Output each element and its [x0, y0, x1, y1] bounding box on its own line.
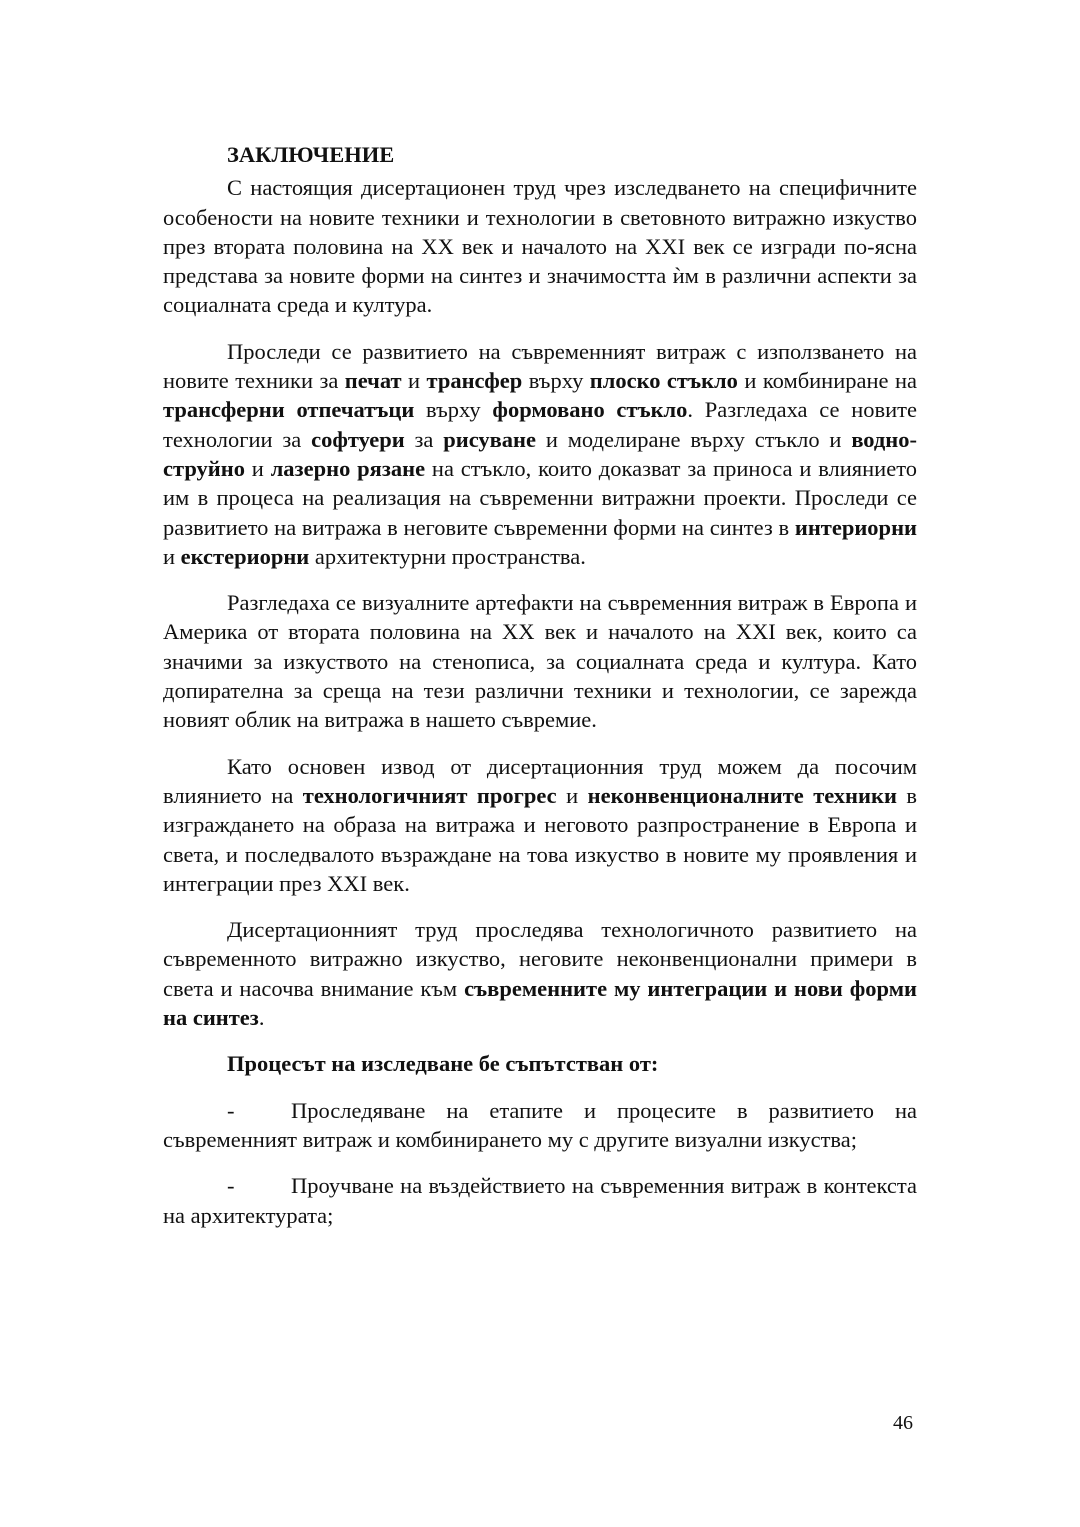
text-run: в изграждането на образа на витража и неговото разпространение в Европа и света, и последвалото възраждане на това изкуство в новите му проявления и интеграции през ХХІ век. [163, 782, 918, 896]
dash-marker: - [227, 1173, 235, 1199]
bold-term-print: печат [344, 368, 402, 394]
text-run: и [401, 368, 427, 394]
bold-term-waterjet: водно-струйно [163, 426, 917, 481]
bold-term-integrations: съвременните му интеграции и нови форми на синтез [163, 975, 917, 1031]
bold-term-flat-glass: плоско стъкло [589, 368, 738, 394]
page-number: 46 [893, 1412, 913, 1434]
text-run: и [244, 455, 271, 481]
text-run: за [404, 426, 444, 452]
bold-term-transfer: трансфер [426, 368, 523, 394]
list-item-text: Проследяване на етапите и процесите в развитието на съвременният витраж и комбинирането му с другите визуални изкуства; [163, 1097, 917, 1152]
text-run: Дисертационният труд проследява технологичното развитието на съвременното витражно изкуство, неговите неконвенционални примери в света и насочва внимание към [163, 917, 917, 1001]
bold-term-transfer-prints: трансферни отпечатъци [163, 397, 415, 423]
list-item [163, 1171, 917, 1230]
text-run: и моделиране върху стъкло и [536, 426, 852, 452]
paragraph-artifacts: Разгледаха се визуалните артефакти на съвременния витраж в Европа и Америка от втората половина на ХХ век и началото на ХХІ век, които са значими за изкуството на стенописа, за социалната среда и култура. Като допирателна за среща на тези различни техники и технологии, се зарежда новият облик на витража в нашето съвремие. [163, 590, 917, 733]
text-run: Проследи се развитието на съвременният витраж с използването на новите техники за [163, 338, 917, 394]
bold-term-exterior: екстериорни [180, 543, 310, 569]
bold-term-unconventional: неконвенционалните техники [587, 782, 897, 808]
paragraph-summary [163, 915, 917, 1032]
bold-term-laser-cutting: лазерно рязане [270, 455, 426, 481]
text-run: и [163, 543, 181, 569]
text-run: Като основен извод от дисертационния труд можем да посочим влиянието на [163, 753, 917, 808]
paragraph-techniques [163, 337, 917, 571]
bold-term-progress: технологичният прогрес [302, 782, 557, 808]
text-run: на стъкло, които доказват за приноса и влиянието им в процеса на реализация на съвременни витражни проекти. Проследи се развитието на витража в неговите съвременни форми на синтез в [163, 455, 917, 540]
dash-marker: - [227, 1097, 235, 1123]
text-column [163, 140, 917, 1247]
text-run: върху [522, 368, 590, 394]
text-run: . Разгледаха се новите технологии за [163, 397, 918, 452]
research-process-subheading: Процесът на изследване бе съпътстван от: [227, 1051, 659, 1077]
list-item-text: Проучване на въздействието на съвременния витраж в контекста на архитектурата; [163, 1173, 917, 1228]
bold-term-formed-glass: формовано стъкло [492, 397, 688, 423]
text-run: архитектурни пространства. [309, 543, 586, 569]
paragraph-conclusion [163, 752, 917, 898]
bold-term-software: софтуери [311, 426, 405, 452]
text-run: и [556, 782, 588, 808]
text-run: и комбиниране на [737, 368, 917, 394]
paragraph-intro: С настоящия дисертационен труд чрез изследването на специфичните особености на новите техники и технологии в световното витражно изкуство през втората половина на ХХ век и началото на ХХІ век се изгради по-ясна представа за новите форми на синтез и значимостта ѝм в различни аспекти за социалната среда и култура. [163, 175, 917, 318]
bold-term-interior: интериорни [794, 514, 917, 540]
text-run: върху [414, 397, 493, 423]
section-heading: ЗАКЛЮЧЕНИЕ [227, 142, 395, 167]
bold-term-drawing: рисуване [443, 426, 536, 452]
text-run: . [258, 1005, 265, 1031]
list-item [163, 1096, 917, 1155]
